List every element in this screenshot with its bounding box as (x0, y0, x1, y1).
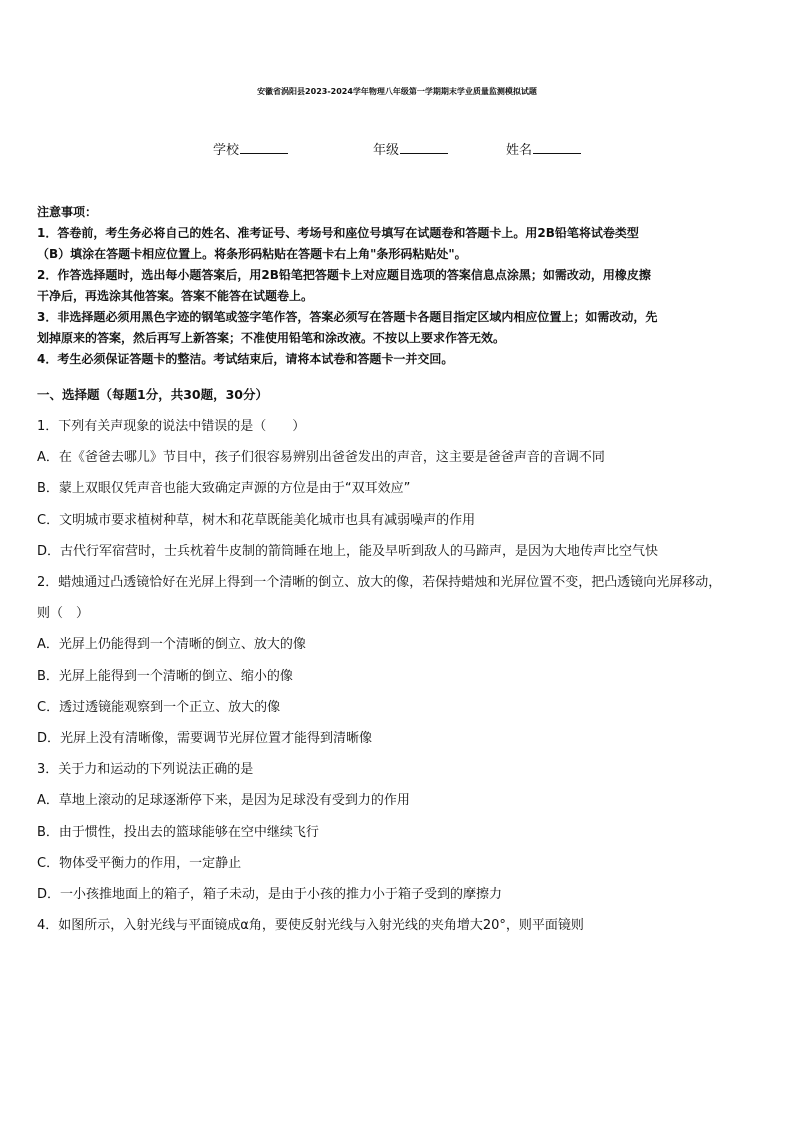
q1-stem: 1．下列有关声现象的说法中错误的是（ ） (37, 419, 306, 434)
q2-option-d: D．光屏上没有清晰像，需要调节光屏位置才能得到清晰像 (37, 731, 373, 746)
grade-blank (400, 140, 448, 154)
note-3-line-2: 划掉原来的答案，然后再写上新答案；不准使用铅笔和涂改液。不按以上要求作答无效。 (37, 331, 506, 345)
q2-option-a: A．光屏上仍能得到一个清晰的倒立、放大的像 (37, 637, 306, 652)
grade-field (373, 139, 448, 158)
section-heading: 一、选择题（每题1分，共30题，30分） (37, 387, 268, 402)
q1-option-d: D．古代行军宿营时，士兵枕着牛皮制的箭筒睡在地上，能及早听到敌人的马蹄声，是因为大地传声比空气快 (37, 544, 659, 559)
school-blank (240, 140, 288, 154)
note-4: 4．考生必须保证答题卡的整洁。考试结束后，请将本试卷和答题卡一并交回。 (37, 352, 454, 366)
q2-stem-line-2: 则（ ） (37, 606, 90, 621)
q3-option-b: B．由于惯性，投出去的篮球能够在空中继续飞行 (37, 825, 319, 840)
name-blank (533, 140, 581, 154)
name-label: 姓名 (506, 143, 533, 158)
q2-option-b: B．光屏上能得到一个清晰的倒立、缩小的像 (37, 669, 293, 684)
exam-title: 安徽省涡阳县2023-2024学年物理八年级第一学期期末学业质量监测模拟试题 (257, 87, 537, 96)
school-label: 学校 (213, 143, 240, 158)
note-3-line-1: 3．非选择题必须用黑色字迹的钢笔或签字笔作答，答案必须写在答题卡各题目指定区域内相应位置上；如需改动，先 (37, 310, 658, 324)
q1-option-c: C．文明城市要求植树种草，树木和花草既能美化城市也具有减弱噪声的作用 (37, 513, 476, 528)
q4-stem: 4．如图所示，入射光线与平面镜成α角，要使反射光线与入射光线的夹角增大20°，则平面镜则 (37, 918, 584, 933)
exam-notes (37, 202, 759, 370)
grade-label: 年级 (373, 143, 400, 158)
school-field (213, 139, 288, 158)
q1-option-b: B．蒙上双眼仅凭声音也能大致确定声源的方位是由于“双耳效应” (37, 481, 411, 496)
note-2-line-2: 干净后，再选涂其他答案。答案不能答在试题卷上。 (37, 289, 314, 303)
q3-option-d: D．一小孩推地面上的箱子，箱子未动，是由于小孩的推力小于箱子受到的摩擦力 (37, 887, 503, 902)
q2-stem-line-1: 2．蜡烛通过凸透镜恰好在光屏上得到一个清晰的倒立、放大的像，若保持蜡烛和光屏位置不变，把凸透镜向光屏移动， (37, 575, 722, 590)
notes-heading: 注意事项： (37, 205, 98, 219)
q3-option-a: A．草地上滚动的足球逐渐停下来，是因为足球没有受到力的作用 (37, 793, 410, 808)
note-2-line-1: 2．作答选择题时，选出每小题答案后，用2B铅笔把答题卡上对应题目选项的答案信息点涂黑；如需改动，用橡皮擦 (37, 268, 651, 282)
note-1-line-1: 1．答卷前，考生务必将自己的姓名、准考证号、考场号和座位号填写在试题卷和答题卡上。用2B铅笔将试卷类型 (37, 226, 639, 240)
q1-option-a: A．在《爸爸去哪儿》节目中，孩子们很容易辨别出爸爸发出的声音，这主要是爸爸声音的音调不同 (37, 450, 605, 465)
q2-option-c: C．透过透镜能观察到一个正立、放大的像 (37, 700, 281, 715)
note-1-line-2: （B）填涂在答题卡相应位置上。将条形码粘贴在答题卡右上角"条形码粘贴处"。 (37, 247, 467, 261)
q3-option-c: C．物体受平衡力的作用，一定静止 (37, 856, 242, 871)
name-field (506, 139, 581, 158)
q3-stem: 3．关于力和运动的下列说法正确的是 (37, 762, 254, 777)
